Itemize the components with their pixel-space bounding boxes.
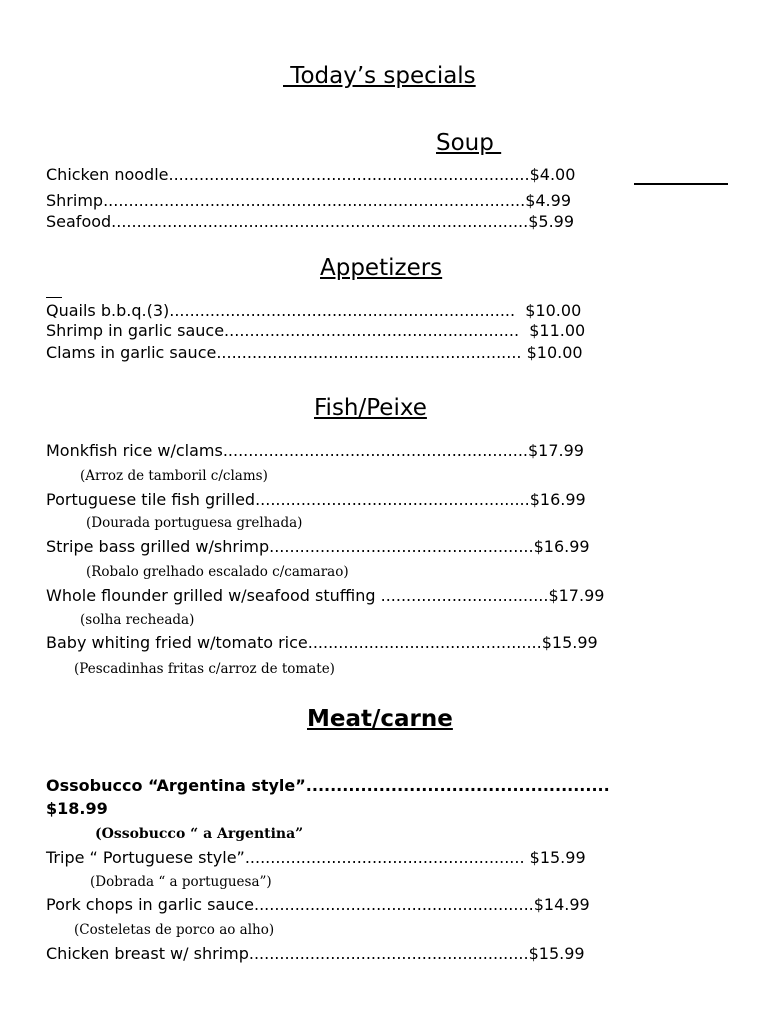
menu-item-fish-1: Monkfish rice w/clams............................................................$17.99 [46, 441, 584, 460]
menu-item-meat-2: Tripe “ Portuguese style”....................................................... $15.99 [46, 848, 586, 867]
menu-item-appetizer-2: Shrimp in garlic sauce.......................................................... $11.00 [46, 321, 586, 340]
section-heading-meat: Meat/carne [307, 706, 453, 732]
menu-item-meat-3: Pork chops in garlic sauce.......................................................$14.99 [46, 895, 590, 914]
menu-item-soup-1: Chicken noodle.......................................................................$4.00 [46, 165, 576, 184]
menu-item-meat-4: Chicken breast w/ shrimp.......................................................$15.99 [46, 944, 585, 963]
menu-item-soup-3: Seafood..................................................................................$5.99 [46, 212, 575, 231]
page-title: Today’s specials [283, 63, 476, 89]
menu-item-fish-5: Baby whiting fried w/tomato rice..............................................$15.99 [46, 633, 598, 652]
menu-item-translation: (Ossobucco “ a Argentina” [95, 826, 304, 842]
decorative-mark [46, 297, 62, 298]
menu-item-translation: (Dobrada “ a portuguesa”) [90, 874, 272, 890]
menu-item-translation: (Costeletas de porco ao alho) [74, 922, 275, 938]
menu-item-price: $18.99 [46, 799, 108, 818]
section-heading-appetizers: Appetizers [320, 255, 443, 281]
section-heading-soup: Soup [436, 130, 502, 156]
decorative-underline [634, 183, 728, 185]
menu-item-translation: (solha recheada) [80, 612, 195, 628]
menu-item-translation: (Arroz de tamboril c/clams) [80, 468, 268, 484]
menu-item-appetizer-3: Clams in garlic sauce............................................................ $10.00 [46, 343, 583, 362]
menu-item-meat-1: Ossobucco “Argentina style”.................................................. [46, 776, 610, 795]
section-heading-fish: Fish/Peixe [314, 395, 427, 421]
menu-item-soup-2: Shrimp...................................................................................$4.99 [46, 191, 571, 210]
menu-item-appetizer-1: Quails b.b.q.(3).................................................................... $10.00 [46, 301, 582, 320]
menu-item-fish-2: Portuguese tile fish grilled......................................................$16.99 [46, 490, 586, 509]
menu-item-translation: (Dourada portuguesa grelhada) [86, 515, 303, 531]
menu-item-fish-4: Whole flounder grilled w/seafood stuffing .................................$17.99 [46, 586, 605, 605]
menu-item-translation: (Pescadinhas fritas c/arroz de tomate) [74, 661, 335, 677]
menu-item-fish-3: Stripe bass grilled w/shrimp....................................................$16.99 [46, 537, 590, 556]
menu-item-translation: (Robalo grelhado escalado c/camarao) [86, 564, 349, 580]
